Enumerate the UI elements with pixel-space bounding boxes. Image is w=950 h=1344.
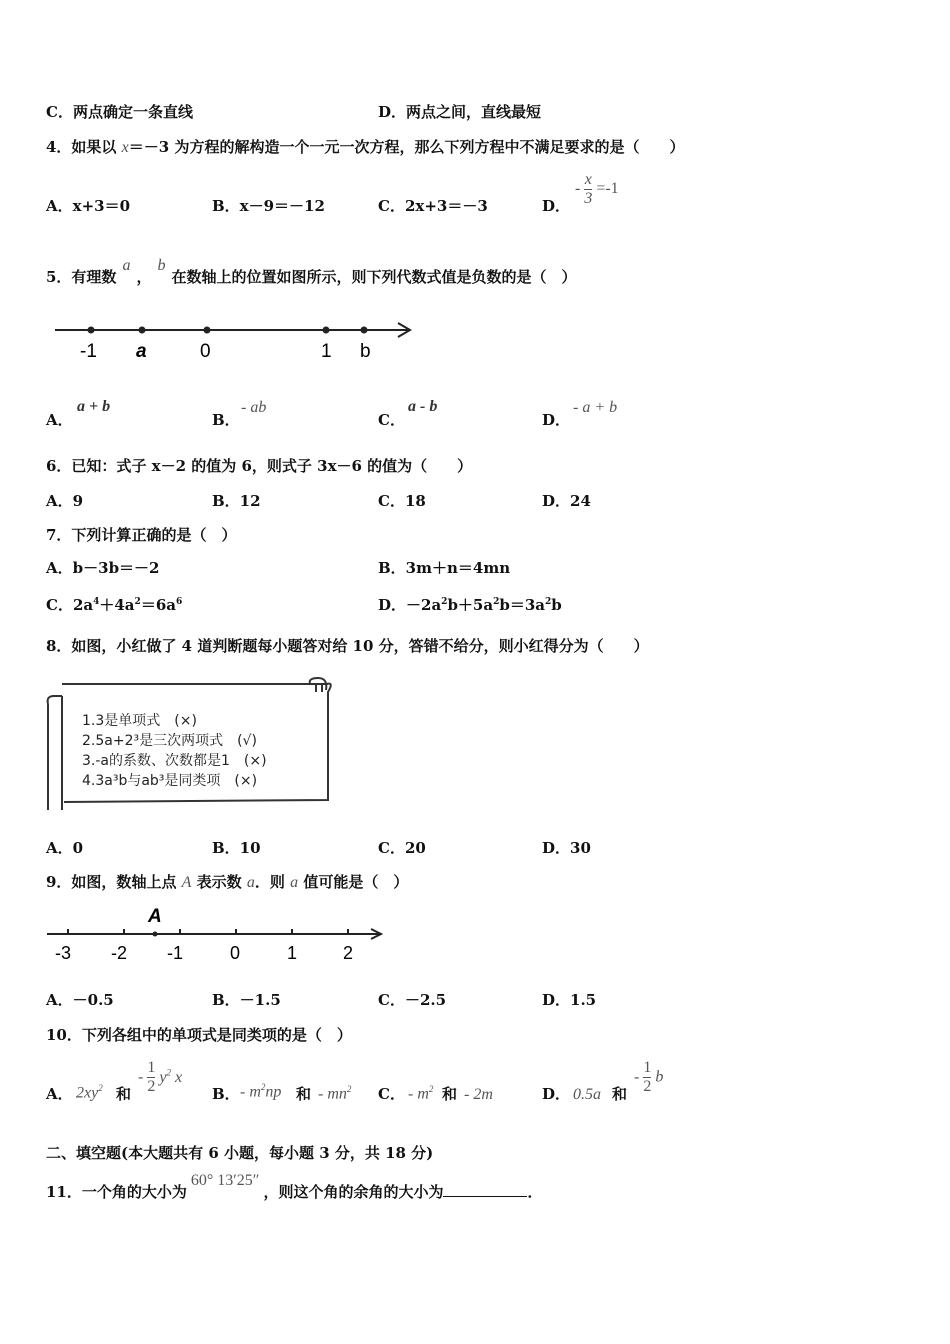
- q5-tick-neg1: -1: [80, 341, 97, 362]
- q8-option-b: B．10: [212, 839, 261, 857]
- q10-option-a-label: A．: [46, 1085, 73, 1103]
- q10-option-c-he: 和: [442, 1085, 458, 1103]
- q10-option-d-label: D．: [542, 1085, 571, 1103]
- q5-option-c-label: C．: [378, 411, 405, 429]
- q4-option-b: B．x－9＝－12: [212, 197, 325, 215]
- q9-point-label: A: [148, 906, 162, 927]
- q10-option-c-expr2: - 2m: [464, 1086, 493, 1103]
- q9-option-b: B．－1.5: [212, 991, 281, 1009]
- q6-option-c: C．18: [378, 492, 426, 510]
- q4-option-d-label: D．: [542, 197, 571, 215]
- q6-option-a: A．9: [46, 492, 84, 510]
- q5-point-b: [361, 327, 368, 334]
- q5-option-b-label: B．: [212, 411, 240, 429]
- q4-option-d-expr: - $\frac{x}{3}$ =-1: [575, 171, 619, 207]
- q7-option-a: A．b－3b＝－2: [46, 559, 160, 577]
- q6-stem: 6．已知：式子 x－2 的值为 6，则式子 3x－6 的值为（ ）: [46, 457, 473, 475]
- q11-angle: 60° 13′25″: [190, 1172, 260, 1189]
- q5-option-c-expr: a - b: [408, 398, 438, 415]
- q7-option-c: C．$2a^4+4a^2=6a^6$: [46, 596, 183, 614]
- q9-option-d: D．1.5: [542, 991, 597, 1009]
- q10-option-a-he: 和: [116, 1085, 132, 1103]
- q10-option-b-he: 和: [296, 1085, 312, 1103]
- q7-option-d: D．$-2a^2b+5a^2b=3a^2b$: [378, 596, 562, 614]
- q8-stem: 8．如图，小红做了 4 道判断题每小题答对给 10 分，答错不给分，则小红得分为（ ）: [46, 637, 649, 655]
- q9-tick-neg3: -3: [55, 943, 72, 963]
- q10-option-c-label: C．: [378, 1085, 405, 1103]
- q9-tick-1: 1: [287, 943, 298, 963]
- q5-tick-0: 0: [200, 341, 211, 362]
- q6-option-b: B．12: [212, 492, 261, 510]
- q9-tick-0: 0: [230, 943, 241, 963]
- q5-stem: 5．有理数a，b在数轴上的位置如图所示，则下列代数式值是负数的是（ ）: [46, 257, 577, 286]
- q10-option-d-he: 和: [612, 1085, 628, 1103]
- q10-option-b-expr1: - $m^2np$: [240, 1082, 282, 1101]
- q5-point-1: [323, 327, 330, 334]
- q4-option-c: C．2x+3＝－3: [378, 197, 488, 215]
- q9-number-line: [45, 902, 390, 964]
- q11-answer-blank[interactable]: [443, 1182, 527, 1197]
- q10-stem: 10．下列各组中的单项式是同类项的是（ ）: [46, 1026, 352, 1044]
- q9-tick-2: 2: [343, 943, 354, 963]
- q8-option-d: D．30: [542, 839, 591, 857]
- q7-stem: 7．下列计算正确的是（ ）: [46, 526, 237, 544]
- q9-point-A: [153, 932, 158, 937]
- q5-tick-1: 1: [321, 341, 332, 362]
- q4-stem: 4．如果以 x＝－3 为方程的解构造一个一元一次方程，那么下列方程中不满足要求的是（ ）: [46, 138, 685, 156]
- q6-option-d: D．24: [542, 492, 591, 510]
- q9-tick-neg1: -1: [167, 943, 184, 963]
- q10-option-d-expr2: - $\frac{1}{2}$ b: [634, 1059, 664, 1095]
- q5-option-d-expr: - a + b: [573, 399, 618, 416]
- q8-scroll-text: [82, 711, 267, 791]
- q8-option-c: C．20: [378, 839, 426, 857]
- q5-tick-a: a: [136, 341, 147, 362]
- q3-option-d: D．两点之间，直线最短: [378, 103, 542, 121]
- q9-option-a: A．－0.5: [46, 991, 114, 1009]
- q5-option-b-expr: - ab: [241, 399, 267, 416]
- q5-point-a: [139, 327, 146, 334]
- q10-option-b-expr2: - $mn^2$: [318, 1084, 352, 1103]
- q8-scroll-line-1: 1.3是单项式 (×): [82, 713, 197, 729]
- q8-scroll-line-2: 2.5a+2³是三次两项式 (√): [82, 733, 257, 749]
- q10-option-d-expr1: 0.5a: [573, 1086, 601, 1103]
- q9-tick-neg2: -2: [111, 943, 128, 963]
- q5-point-neg1: [88, 327, 95, 334]
- q9-option-c: C．－2.5: [378, 991, 447, 1009]
- q5-option-a-expr: a + b: [77, 398, 111, 415]
- q4-option-a: A．x+3＝0: [46, 197, 131, 215]
- q3-option-c: C．两点确定一条直线: [46, 103, 193, 121]
- section2-title: 二、填空题(本大题共有 6 小题，每小题 3 分，共 18 分): [46, 1144, 434, 1162]
- q8-option-a: A．0: [46, 839, 84, 857]
- q5-number-line: [50, 315, 420, 365]
- q5-tick-b: b: [360, 341, 371, 362]
- q5-point-0: [204, 327, 211, 334]
- q8-scroll-line-3: 3.-a的系数、次数都是1 (×): [82, 753, 267, 769]
- q5-option-a-label: A．: [46, 411, 73, 429]
- q10-option-a-expr2: - $\frac{1}{2}$ $y^2$ x: [138, 1059, 183, 1095]
- q5-option-d-label: D．: [542, 411, 571, 429]
- q10-option-c-expr1: - $m^2$: [408, 1084, 434, 1103]
- q7-option-b: B．3m＋n＝4mn: [378, 559, 511, 577]
- q11-stem: 11．一个角的大小为60° 13′25″，则这个角的余角的大小为 ．: [46, 1172, 543, 1201]
- q10-option-a-expr1: $2xy^2$: [76, 1083, 103, 1102]
- q9-stem: 9．如图，数轴上点 A 表示数 a．则 a 值可能是（ ）: [46, 873, 409, 891]
- q8-scroll-line-4: 4.3a³b与ab³是同类项 (×): [82, 773, 258, 789]
- q10-option-b-label: B．: [212, 1085, 240, 1103]
